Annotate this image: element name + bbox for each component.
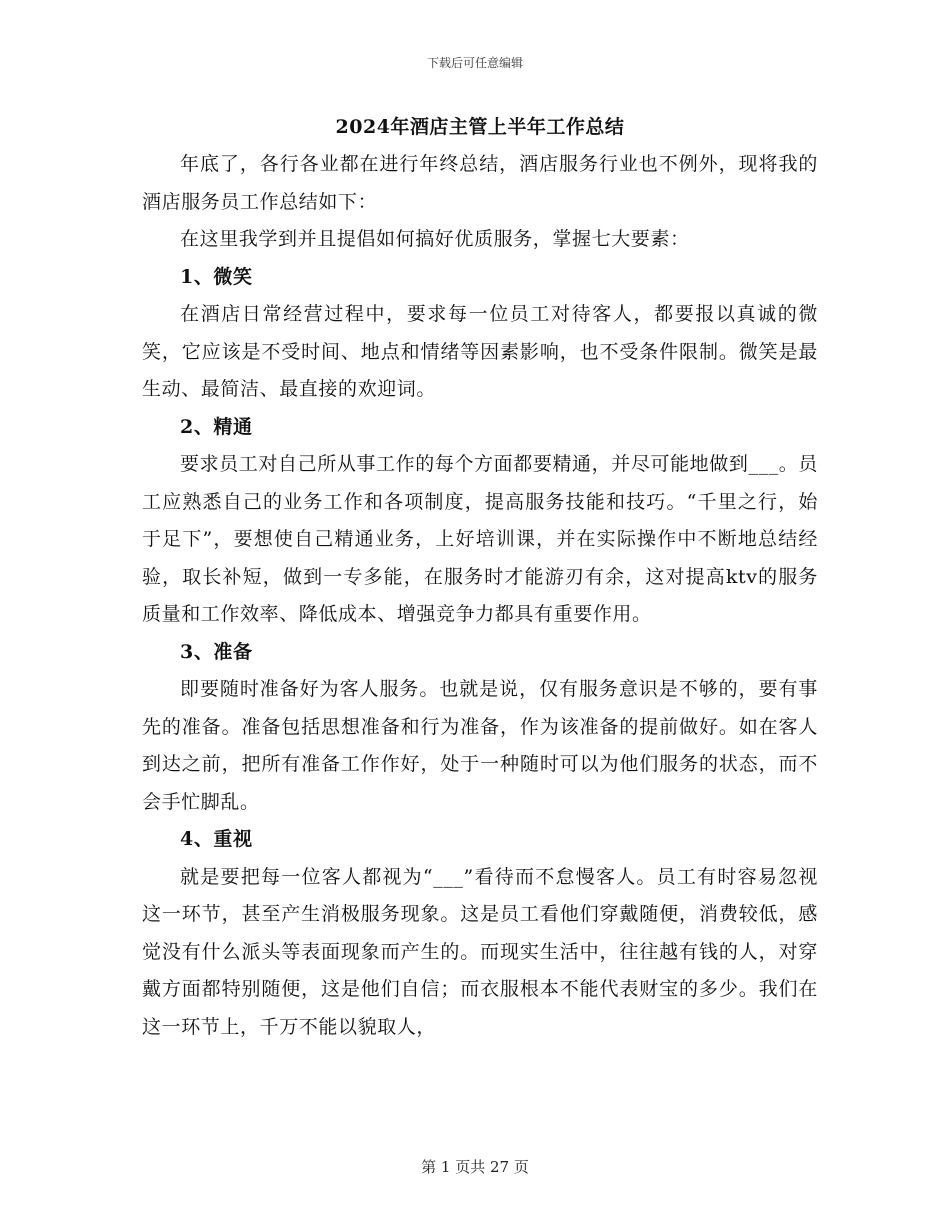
document-body (142, 108, 818, 1046)
section-body-proficiency: 要求员工对自己所从事工作的每个方面都要精通，并尽可能地做到___。员工应熟悉自己的业务工作和各项制度，提高服务技能和技巧。“千里之行，始于足下”，要想使自己精通业务，上好培训课，并在实际操作中不断地总结经验，取长补短，做到一专多能，在服务时才能游刃有余，这对提高ktv的服务质量和工作效率、降低成本、增强竞争力都具有重要作用。 (142, 453, 818, 625)
page-header-note: 下载后可任意编辑 (426, 56, 523, 70)
page-number: 第 1 页共 27 页 (421, 1158, 529, 1176)
intro-paragraph-2: 在这里我学到并且提倡如何搞好优质服务，掌握七大要素： (180, 228, 690, 250)
section-heading-attention: 4、重视 (180, 828, 253, 850)
section-body-preparation: 即要随时准备好为客人服务。也就是说，仅有服务意识是不够的，要有事先的准备。准备包括思想准备和行为准备，作为该准备的提前做好。如在客人到达之前，把所有准备工作作好，处于一种随时可以为他们服务的状态，而不会手忙脚乱。 (142, 678, 818, 813)
section-heading-proficiency: 2、精通 (180, 415, 253, 438)
section-heading-smile: 1、微笑 (180, 265, 253, 288)
section-heading-preparation: 3、准备 (180, 640, 253, 663)
intro-paragraph-1: 年底了，各行各业都在进行年终总结，酒店服务行业也不例外，现将我的酒店服务员工作总结如下： (142, 153, 818, 213)
document-title: 2024年酒店主管上半年工作总结 (335, 116, 625, 138)
section-body-smile: 在酒店日常经营过程中，要求每一位员工对待客人，都要报以真诚的微笑，它应该是不受时间、地点和情绪等因素影响，也不受条件限制。微笑是最生动、最简洁、最直接的欢迎词。 (142, 303, 818, 400)
section-body-attention: 就是要把每一位客人都视为“___”看待而不怠慢客人。员工有时容易忽视这一环节，甚至产生消极服务现象。这是员工看他们穿戴随便，消费较低，感觉没有什么派头等表面现象而产生的。而现实生活中，往往越有钱的人，对穿戴方面都特别随便，这是他们自信；而衣服根本不能代表财宝的多少。我们在这一环节上，千万不能以貌取人， (142, 865, 818, 1038)
